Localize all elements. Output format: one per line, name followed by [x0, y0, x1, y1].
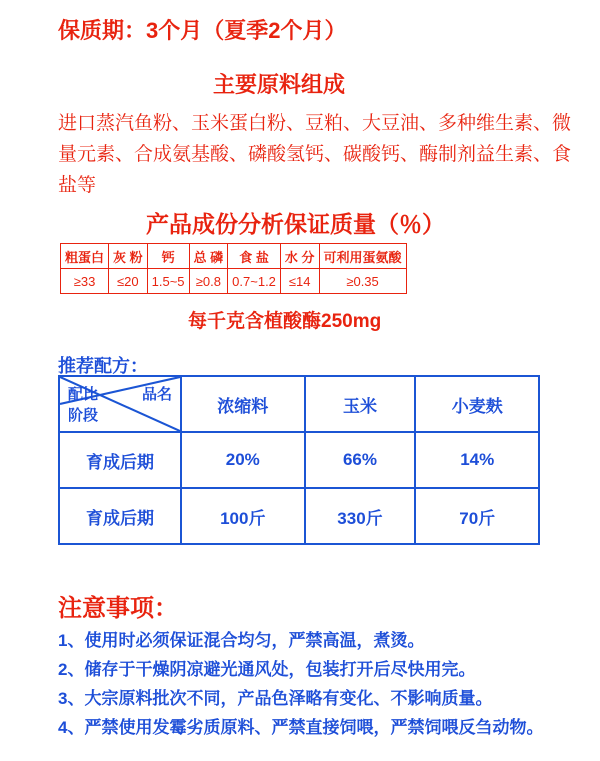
formula-value-cell: 20%: [181, 432, 305, 488]
shelf-life-text: 保质期：3个月（夏季2个月）: [58, 18, 347, 43]
list-item: 2、储存于干燥阴凉避光通风处，包装打开后尽快用完。: [58, 660, 476, 679]
list-item: 1、使用时必须保证混合均匀，严禁高温，煮烫。: [58, 631, 425, 650]
nutrition-header-cell: 可利用蛋氨酸: [319, 244, 406, 269]
formula-column-header: 小麦麸: [415, 376, 539, 432]
formula-value-cell: 14%: [415, 432, 539, 488]
formula-corner-bottom-left: 阶段: [68, 407, 99, 424]
formula-stage-label: 育成后期: [59, 432, 181, 488]
materials-body: 进口蒸汽鱼粉、玉米蛋白粉、豆粕、大豆油、多种维生素、微量元素、合成氨基酸、磷酸氢钙、碳酸钙、酶制剂益生素、食盐等: [58, 113, 572, 196]
nutrition-value-cell: ≤14: [280, 269, 319, 294]
table-row: [61, 244, 407, 269]
phytase-note: 每千克含植酸酶250mg: [188, 311, 382, 332]
nutrition-header-cell: 总 磷: [189, 244, 228, 269]
nutrition-table: [60, 243, 407, 294]
analysis-title: 产品成份分析保证质量（％）: [146, 211, 445, 237]
table-row: [59, 488, 539, 544]
formula-value-cell: 100斤: [181, 488, 305, 544]
formula-corner-top-left: 配比: [68, 386, 99, 403]
nutrition-header-cell: 粗蛋白: [61, 244, 109, 269]
list-item: 3、大宗原料批次不同，产品色泽略有变化、不影响质量。: [58, 689, 493, 708]
list-item: 4、严禁使用发霉劣质原料、严禁直接饲喂，严禁饲喂反刍动物。: [58, 718, 544, 737]
nutrition-header-cell: 灰 粉: [109, 244, 148, 269]
table-row: [59, 432, 539, 488]
nutrition-value-cell: ≥0.8: [189, 269, 228, 294]
table-row: [59, 376, 539, 432]
materials-title: 主要原料组成: [213, 72, 346, 97]
formula-corner-top-right: 品名: [141, 386, 172, 403]
formula-column-header: 浓缩料: [181, 376, 305, 432]
nutrition-value-cell: 1.5~5: [147, 269, 189, 294]
nutrition-header-cell: 钙: [147, 244, 189, 269]
nutrition-value-cell: ≤20: [109, 269, 148, 294]
nutrition-value-cell: ≥0.35: [319, 269, 406, 294]
formula-corner-cell: [59, 376, 181, 432]
formula-value-cell: 70斤: [415, 488, 539, 544]
table-row: [61, 269, 407, 294]
formula-stage-label: 育成后期: [59, 488, 181, 544]
nutrition-value-cell: ≥33: [61, 269, 109, 294]
formula-label: 推荐配方：: [58, 356, 148, 376]
nutrition-header-cell: 水 分: [280, 244, 319, 269]
formula-value-cell: 330斤: [305, 488, 416, 544]
notes-list: [58, 626, 578, 742]
formula-column-header: 玉米: [305, 376, 416, 432]
nutrition-header-cell: 食 盐: [228, 244, 281, 269]
formula-value-cell: 66%: [305, 432, 416, 488]
nutrition-value-cell: 0.7~1.2: [228, 269, 281, 294]
notes-title: 注意事项：: [58, 595, 178, 622]
formula-table: [58, 375, 540, 545]
